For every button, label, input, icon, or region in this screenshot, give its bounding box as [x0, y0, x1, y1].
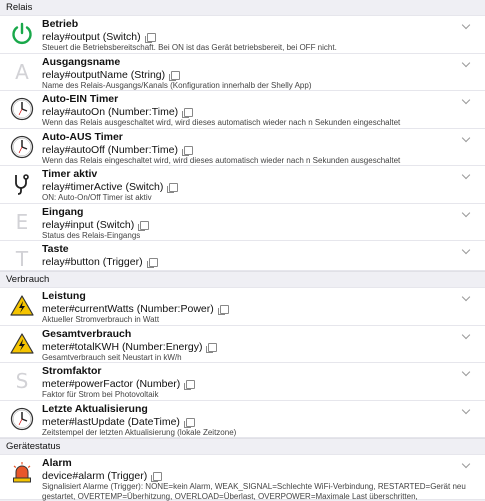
chevron-down-icon[interactable]	[462, 293, 470, 301]
list-item-letzte-aktualisierung[interactable]	[0, 401, 485, 439]
item-title: Auto-EIN Timer	[42, 93, 119, 105]
list-item-gesamtverbrauch[interactable]	[0, 326, 485, 364]
item-title: Eingang	[42, 205, 84, 218]
copy-icon[interactable]	[208, 343, 217, 352]
clock-icon	[9, 96, 35, 122]
item-title: Gesamtverbrauch	[42, 327, 132, 340]
list-item-leistung[interactable]	[0, 288, 485, 326]
copy-icon[interactable]	[149, 258, 158, 267]
section-verbrauch: Verbrauch	[0, 271, 485, 288]
item-title: Leistung	[42, 290, 86, 302]
item-description: Gesamtverbrauch seit Neustart in kW/h	[42, 352, 182, 362]
item-title: Stromfaktor	[42, 365, 102, 377]
item-description: Zeitstempel der letzten Aktualisierung (lokale Zeitzone)	[42, 427, 237, 437]
item-description: Aktueller Stromverbrauch in Watt	[42, 315, 160, 324]
list-item-auto-aus-timer[interactable]	[0, 129, 485, 167]
item-description: Signalisiert Alarme (Trigger): NONE=kein Alarm, WEAK_SIGNAL=Schlechte WiFi-Verbindung, RESTARTED=Gerät neu gestartet, OVERTEMP=Überhitzung, OVERLOAD=Überlast, OVERPOWER=Maximale Last überschritten,	[42, 482, 466, 501]
chevron-down-icon[interactable]	[462, 171, 470, 179]
item-variable: meter#currentWatts (Number:Power)	[42, 303, 214, 315]
list-item-stromfaktor[interactable]	[0, 363, 485, 401]
copy-icon[interactable]	[184, 146, 193, 155]
list-item-timer-aktiv[interactable]	[0, 166, 485, 204]
item-variable: relay#input (Switch)	[42, 218, 135, 231]
chevron-down-icon[interactable]	[462, 133, 470, 141]
copy-icon[interactable]	[153, 472, 162, 481]
warning-icon	[9, 331, 35, 357]
copy-icon[interactable]	[147, 33, 156, 42]
item-title: Timer aktiv	[42, 168, 98, 180]
chevron-down-icon[interactable]	[462, 330, 470, 338]
item-title: Letzte Aktualisierung	[42, 402, 148, 415]
item-description: Name des Relais-Ausgangs/Kanals (Konfiguration innerhalb der Shelly App)	[42, 80, 312, 90]
item-variable: relay#outputName (String)	[42, 68, 166, 81]
copy-icon[interactable]	[169, 183, 178, 192]
item-variable: meter#lastUpdate (DateTime)	[42, 415, 180, 428]
item-variable: relay#output (Switch)	[42, 31, 141, 43]
item-variable: relay#autoOn (Number:Time)	[42, 106, 179, 118]
item-description: Wenn das Relais ausgeschaltet wird, wird dieses automatisch wieder nach n Sekunden eingeschaltet	[42, 118, 401, 127]
section-relais: Relais	[0, 0, 485, 16]
letter-s-icon: S	[15, 369, 29, 393]
stethoscope-icon	[9, 171, 35, 197]
chevron-down-icon[interactable]	[462, 405, 470, 413]
chevron-down-icon[interactable]	[462, 368, 470, 376]
chevron-down-icon[interactable]	[462, 21, 470, 29]
item-title: Betrieb	[42, 18, 79, 30]
siren-icon	[9, 460, 35, 486]
warning-icon	[9, 293, 35, 319]
copy-icon[interactable]	[184, 108, 193, 117]
copy-icon[interactable]	[186, 380, 195, 389]
item-description: Status des Relais-Eingangs	[42, 230, 141, 240]
item-description: Faktor für Strom bei Photovoltaik	[42, 390, 159, 399]
list-item-betrieb[interactable]	[0, 16, 485, 54]
item-variable: device#alarm (Trigger)	[42, 470, 148, 482]
chevron-down-icon[interactable]	[462, 208, 470, 216]
chevron-down-icon[interactable]	[462, 246, 470, 254]
list-item-auto-ein-timer[interactable]	[0, 91, 485, 129]
item-description: Steuert die Betriebsbereitschaft. Bei ON ist das Gerät betriebsbereit, bei OFF nicht.	[42, 43, 337, 52]
item-title: Ausgangsname	[42, 55, 121, 68]
item-variable: meter#totalKWH (Number:Energy)	[42, 340, 203, 353]
list-item-taste[interactable]	[0, 241, 485, 271]
copy-icon[interactable]	[186, 418, 195, 427]
section-geraetestatus: Gerätestatus	[0, 438, 485, 455]
copy-icon[interactable]	[140, 221, 149, 230]
copy-icon[interactable]	[220, 305, 229, 314]
chevron-down-icon[interactable]	[462, 96, 470, 104]
letter-t-icon: T	[15, 247, 29, 271]
clock-icon	[9, 134, 35, 160]
list-item-eingang[interactable]	[0, 204, 485, 242]
chevron-down-icon[interactable]	[462, 58, 470, 66]
list-item-ausgangsname[interactable]	[0, 54, 485, 92]
item-variable: meter#powerFactor (Number)	[42, 378, 181, 390]
copy-icon[interactable]	[171, 71, 180, 80]
item-title: Alarm	[42, 457, 72, 469]
list-item-alarm[interactable]	[0, 455, 485, 500]
item-description: ON: Auto-On/Off Timer ist aktiv	[42, 193, 152, 202]
clock-icon	[9, 406, 35, 432]
letter-e-icon: E	[15, 209, 29, 234]
item-variable: relay#autoOff (Number:Time)	[42, 143, 178, 156]
item-title: Taste	[42, 243, 69, 255]
item-title: Auto-AUS Timer	[42, 130, 123, 143]
item-description: Wenn das Relais eingeschaltet wird, wird dieses automatisch wieder nach n Sekunden ausgeschaltet	[42, 155, 401, 165]
power-icon	[9, 21, 35, 47]
letter-a-icon: A	[15, 59, 29, 84]
item-variable: relay#button (Trigger)	[42, 256, 143, 268]
item-variable: relay#timerActive (Switch)	[42, 181, 164, 193]
